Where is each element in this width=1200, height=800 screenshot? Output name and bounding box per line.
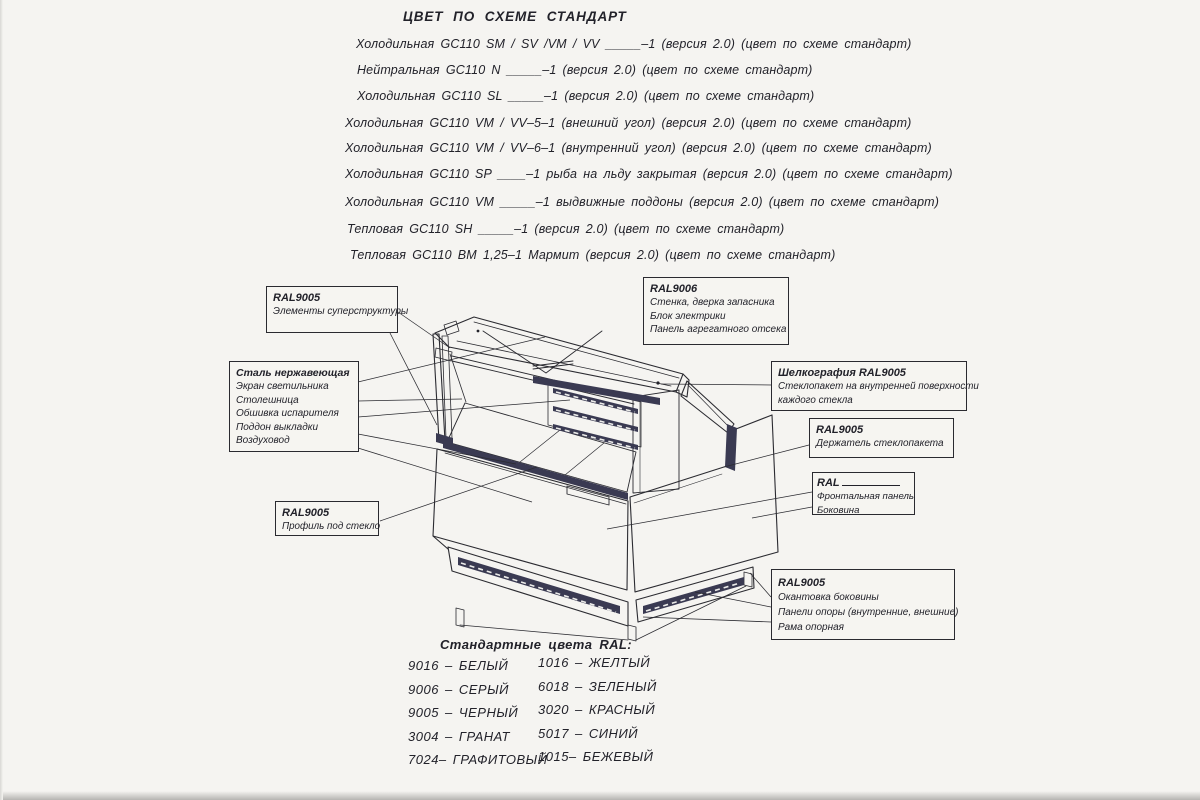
ral-color-row: 3020 – КРАСНЫЙ [538,702,656,717]
ral-color-row: 1016 – ЖЕЛТЫЙ [538,655,651,670]
ral-color-row: 9016 – БЕЛЫЙ [408,658,509,673]
callout-line: Окантовка боковины [778,592,879,603]
callout-line: Поддон выкладки [236,421,319,433]
callout-line: каждого стекла [778,394,853,406]
callout-stainless-steel [229,361,359,452]
callout-superstructure [266,286,409,333]
callout-line: Боковина [817,504,860,516]
callout-header: RAL9006 [650,283,698,295]
product-line-4: Холодильная GC110 VM / VV–5–1 (внешний угол) (версия 2.0) (цвет по схеме стандарт) [345,116,912,130]
callout-line: Воздуховод [236,435,290,446]
product-line-6: Холодильная GC110 SP ____–1 рыба на льду закрытая (версия 2.0) (цвет по схеме стандарт) [345,167,953,181]
callout-line: Блок электрики [650,310,726,322]
ral-colors-column-2 [538,655,657,773]
callout-glass-holder [809,418,954,458]
callout-header: RAL9005 [816,424,864,436]
callout-line: Стенка, дверка запасника [650,297,775,308]
callout-header: RAL9005 [273,292,321,304]
callout-line: Стеклопакет на внутренней поверхности [778,381,979,392]
rivet-dots [477,330,660,385]
product-line-1: Холодильная GC110 SM / SV /VM / VV _____–1 (версия 2.0) (цвет по схеме стандарт) [356,37,912,51]
callout-header: Сталь нержавеющая [236,367,350,379]
scan-edge-bottom [0,791,1200,800]
ral-blank-label: RAL [817,477,840,489]
callout-line: Держатель стеклопакета [816,438,944,449]
ral-color-row: 5017 – СИНИЙ [538,725,639,741]
callout-silkscreen [771,361,979,411]
product-line-5: Холодильная GC110 VM / VV–6–1 (внутренний угол) (версия 2.0) (цвет по схеме стандарт) [345,141,932,155]
page-title: ЦВЕТ ПО СХЕМЕ СТАНДАРТ [403,9,627,24]
scan-edge-left [0,0,3,800]
callout-header [817,476,910,490]
callout-header: RAL9005 [778,577,826,589]
dark-profiles [436,376,744,614]
ral-color-row: 7024– ГРАФИТОВЫЙ [408,752,548,767]
callout-line: Обшивка испарителя [236,408,339,419]
ral-color-row: 9006 – СЕРЫЙ [408,681,509,697]
callout-rear-wall [643,277,789,345]
ral-colors-heading: Стандартные цвета RAL: [440,637,632,652]
vent-hatching [461,392,740,612]
ral-color-row: 3004 – ГРАНАТ [408,728,510,744]
product-line-7: Холодильная GC110 VM _____–1 выдвижные поддоны (версия 2.0) (цвет по схеме стандарт) [345,195,940,209]
ral-colors-column-1 [408,658,547,776]
callout-line: Фронтальная панель [817,491,914,502]
callout-line: Экран светильника [236,381,329,392]
ral-color-row: 9005 – ЧЕРНЫЙ [408,705,519,720]
callout-base [771,569,959,640]
callout-header: RAL9005 [282,507,330,519]
ral-color-row: 6018 – ЗЕЛЕНЫЙ [538,678,657,694]
callout-line: Рама опорная [778,622,845,633]
callout-line: Панель агрегатного отсека [650,324,787,335]
case-outline [433,317,778,641]
callout-glass-profile [275,501,379,536]
product-line-8: Тепловая GC110 SH _____–1 (версия 2.0) (цвет по схеме стандарт) [347,222,785,236]
product-line-9: Тепловая GC110 ВМ 1,25–1 Мармит (версия 2.0) (цвет по схеме стандарт) [350,248,836,262]
product-line-3: Холодильная GC110 SL _____–1 (версия 2.0) (цвет по схеме стандарт) [357,89,815,103]
ral-color-row: 1015– БЕЖЕВЫЙ [538,749,654,764]
ral-blank-line [842,476,900,486]
callout-line: Столешница [236,394,299,406]
callout-line: Профиль под стекло [282,521,381,532]
callout-header: Шелкография RAL9005 [778,367,906,379]
callout-line: Панели опоры (внутренние, внешние) [778,607,959,618]
callout-front-panel [812,472,915,515]
product-line-2: Нейтральная GC110 N _____–1 (версия 2.0) (цвет по схеме стандарт) [357,63,813,77]
callout-line: Элементы суперструктуры [273,306,409,317]
